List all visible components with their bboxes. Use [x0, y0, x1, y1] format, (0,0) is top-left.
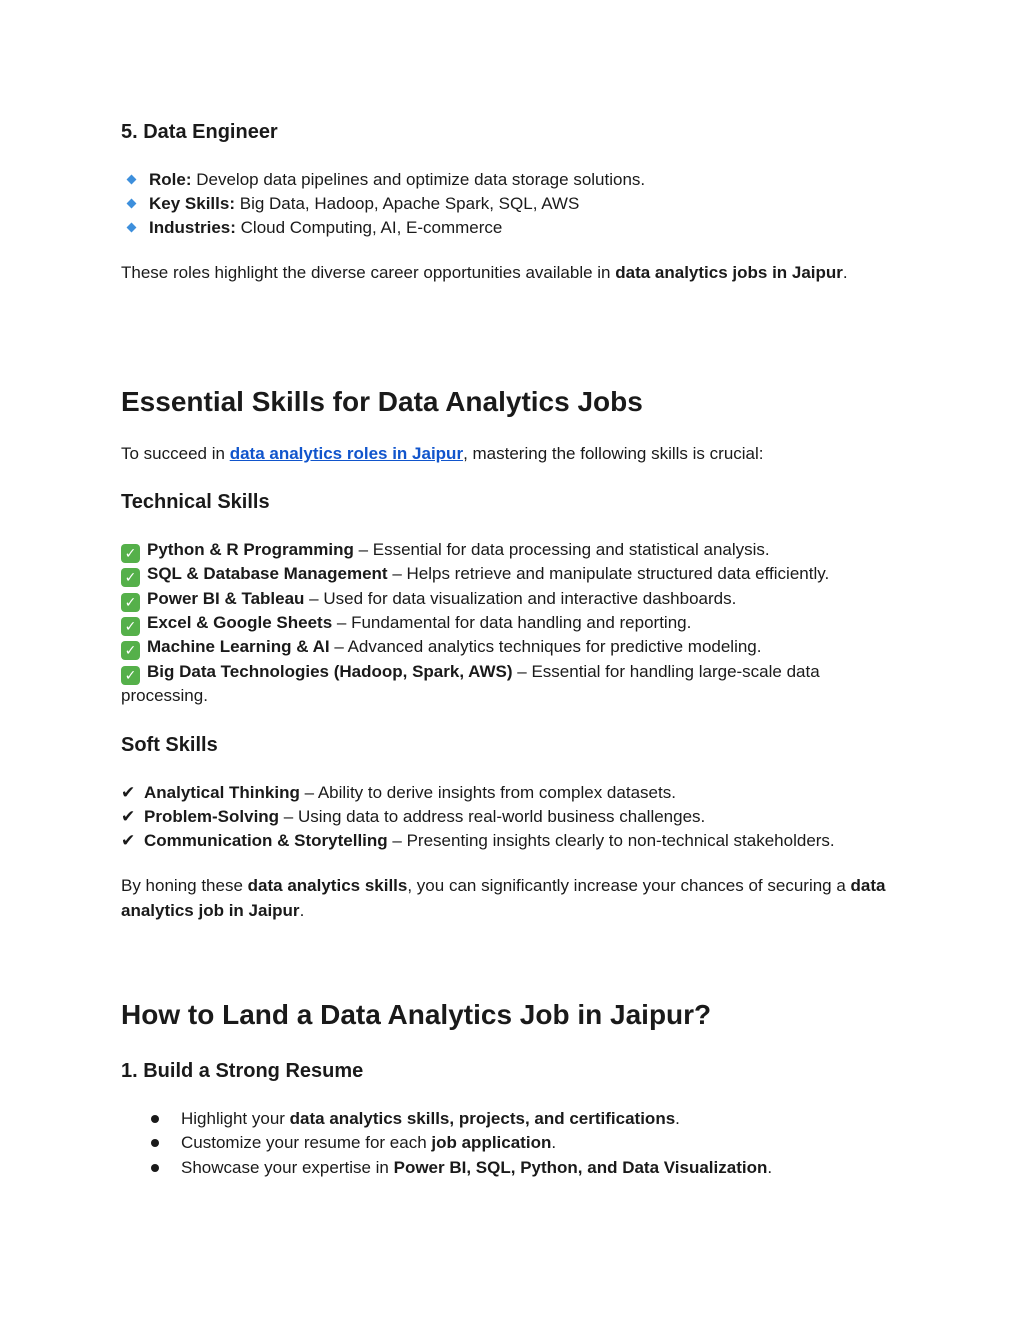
check-mark-icon: ✔	[121, 807, 136, 827]
subheading-technical-skills: Technical Skills	[121, 491, 270, 513]
check-box-icon: ✓	[121, 617, 140, 636]
data-analytics-roles-link[interactable]: data analytics roles in Jaipur	[229, 444, 464, 463]
diamond-bullet-icon	[127, 175, 137, 185]
list-item: Highlight your data analytics skills, projects, and certifications.	[121, 1107, 680, 1131]
list-item: ✓ Python & R Programming – Essential for data processing and statistical analysis.	[121, 538, 770, 563]
list-item: ✓ Big Data Technologies (Hadoop, Spark, AWS) – Essential for handling large-scale data	[121, 660, 820, 685]
skills-intro: To succeed in data analytics roles in Jaipur, mastering the following skills is crucial:	[121, 444, 764, 463]
summary-paragraph: These roles highlight the diverse career opportunities available in data analytics jobs in Jaipur.	[121, 263, 848, 282]
item-label: Role:	[149, 170, 192, 189]
bullet-dot-icon	[151, 1164, 159, 1172]
check-box-icon: ✓	[121, 568, 140, 587]
diamond-bullet-icon	[127, 199, 137, 209]
section-heading-how-to-land: How to Land a Data Analytics Job in Jaipur?	[121, 999, 712, 1030]
diamond-bullet-icon	[127, 223, 137, 233]
list-item: ✓ Excel & Google Sheets – Fundamental for data handling and reporting.	[121, 611, 691, 636]
check-mark-icon: ✔	[121, 831, 136, 851]
list-item: ✓ SQL & Database Management – Helps retrieve and manipulate structured data efficiently.	[121, 562, 829, 587]
item-text: Cloud Computing, AI, E-commerce	[240, 218, 503, 237]
check-mark-icon: ✔	[121, 783, 136, 803]
subheading-build-resume: 1. Build a Strong Resume	[121, 1060, 364, 1082]
list-item	[121, 168, 645, 192]
bullet-dot-icon	[151, 1139, 159, 1147]
subheading-soft-skills: Soft Skills	[121, 734, 218, 756]
check-box-icon: ✓	[121, 593, 140, 612]
list-item: Customize your resume for each job application.	[121, 1131, 556, 1155]
bullet-dot-icon	[151, 1115, 159, 1123]
list-item: Showcase your expertise in Power BI, SQL, Python, and Data Visualization.	[121, 1156, 772, 1180]
list-item: ✓ Machine Learning & AI – Advanced analytics techniques for predictive modeling.	[121, 635, 762, 660]
section-heading-data-engineer: 5. Data Engineer	[121, 121, 278, 143]
list-item	[121, 192, 579, 216]
item-text: Develop data pipelines and optimize data storage solutions.	[196, 170, 646, 189]
list-item: ✔ Problem-Solving – Using data to address real-world business challenges.	[121, 807, 706, 827]
list-item: ✓ Power BI & Tableau – Used for data visualization and interactive dashboards.	[121, 587, 736, 612]
closing-paragraph: By honing these data analytics skills, you can significantly increase your chances of securing a data analytics job in Jaipur.	[121, 876, 886, 920]
list-item: ✔ Communication & Storytelling – Presenting insights clearly to non-technical stakeholders.	[121, 831, 835, 851]
list-item	[121, 216, 502, 240]
list-item: ✔ Analytical Thinking – Ability to derive insights from complex datasets.	[121, 783, 676, 803]
check-box-icon: ✓	[121, 544, 140, 563]
check-box-icon: ✓	[121, 666, 140, 685]
check-box-icon: ✓	[121, 641, 140, 660]
section-heading-essential-skills: Essential Skills for Data Analytics Jobs	[121, 386, 643, 417]
item-text: Big Data, Hadoop, Apache Spark, SQL, AWS	[239, 194, 580, 213]
item-label: Key Skills:	[149, 194, 235, 213]
list-item-continuation: processing.	[121, 686, 208, 705]
item-label: Industries:	[149, 218, 236, 237]
summary-bold: data analytics jobs in Jaipur	[615, 263, 843, 282]
